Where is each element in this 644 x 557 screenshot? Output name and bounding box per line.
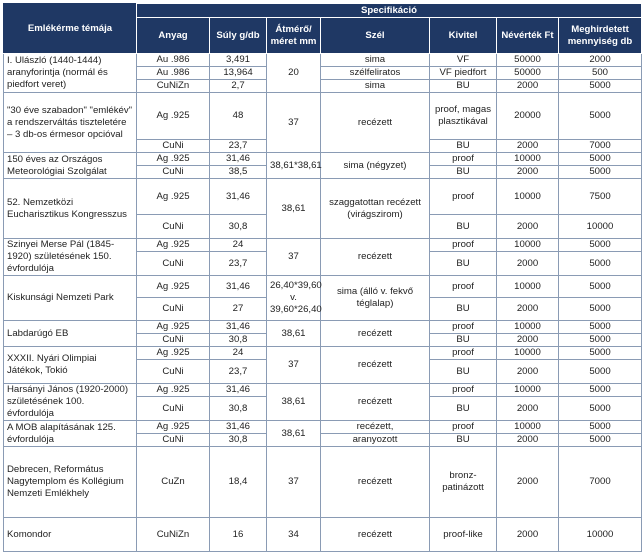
quantity-cell: 500 [559,67,642,80]
material-cell: CuNi [137,215,210,239]
finish-cell: BU [430,397,497,421]
face-value-cell: 2000 [497,518,559,552]
finish-cell: proof [430,384,497,397]
material-cell: Ag .925 [137,384,210,397]
edge-cell: sima (négyzet) [321,153,430,179]
material-cell: Ag .925 [137,93,210,140]
coin-topic: Harsányi János (1920-2000) születésének 100. évfordulója [4,384,137,421]
face-value-cell: 2000 [497,298,559,321]
weight-cell: 31,46 [210,321,267,334]
weight-header: Súly g/db [210,18,267,54]
finish-cell: proof [430,321,497,334]
finish-cell: proof [430,153,497,166]
diameter-cell: 37 [267,347,321,384]
quantity-cell: 5000 [559,434,642,447]
material-cell: CuNi [137,397,210,421]
edge-cell: recézett [321,93,430,153]
material-cell: Ag .925 [137,321,210,334]
material-cell: CuNi [137,166,210,179]
weight-cell: 24 [210,347,267,360]
diameter-cell: 38,61*38,61 [267,153,321,179]
table-row [4,447,642,518]
weight-cell: 23,7 [210,252,267,276]
finish-cell: proof [430,347,497,360]
weight-cell: 48 [210,93,267,140]
face-value-cell: 10000 [497,421,559,434]
table-row [4,518,642,552]
table-row [4,54,642,67]
finish-cell: VF [430,54,497,67]
table-row [4,347,642,360]
face-value-cell: 10000 [497,179,559,215]
edge-cell: recézett [321,384,430,421]
weight-cell: 38,5 [210,166,267,179]
face-value-cell: 20000 [497,93,559,140]
diameter-cell: 26,40*39,60 v. 39,60*26,40 [267,276,321,321]
table-header [4,4,642,54]
material-cell: CuNi [137,140,210,153]
coin-topic: 52. Nemzetközi Eucharisztikus Kongresszus [4,179,137,239]
edge-cell: sima [321,54,430,67]
weight-cell: 31,46 [210,276,267,298]
weight-cell: 18,4 [210,447,267,518]
face-value-cell: 2000 [497,334,559,347]
diameter-cell: 37 [267,447,321,518]
material-header: Anyag [137,18,210,54]
quantity-cell: 5000 [559,397,642,421]
weight-cell: 3,491 [210,54,267,67]
quantity-cell: 10000 [559,518,642,552]
finish-cell: BU [430,434,497,447]
finish-cell: BU [430,252,497,276]
coin-topic: A MOB alapításának 125. évfordulója [4,421,137,447]
finish-cell: proof [430,179,497,215]
quantity-cell: 5000 [559,252,642,276]
edge-cell: szaggatottan recézett (virágszirom) [321,179,430,239]
quantity-cell: 5000 [559,80,642,93]
diameter-cell: 37 [267,239,321,276]
edge-cell: szélfeliratos [321,67,430,80]
face-value-cell: 2000 [497,215,559,239]
finish-cell: BU [430,166,497,179]
face-value-cell: 2000 [497,252,559,276]
table-row [4,93,642,140]
weight-cell: 13,964 [210,67,267,80]
weight-cell: 30,8 [210,215,267,239]
material-cell: CuNiZn [137,80,210,93]
material-cell: CuNi [137,252,210,276]
weight-cell: 23,7 [210,140,267,153]
face-value-cell: 10000 [497,321,559,334]
face-value-cell: 2000 [497,447,559,518]
weight-cell: 27 [210,298,267,321]
edge-cell: recézett, [321,421,430,434]
finish-cell: BU [430,215,497,239]
material-cell: CuNi [137,298,210,321]
material-cell: Ag .925 [137,347,210,360]
table-row [4,239,642,252]
coin-topic: I. Ulászló (1440-1444) aranyforintja (normál és piedfort veret) [4,54,137,93]
table-row [4,421,642,434]
face-value-cell: 50000 [497,67,559,80]
quantity-cell: 5000 [559,334,642,347]
edge-cell: recézett [321,518,430,552]
table-row [4,321,642,334]
edge-cell: sima (álló v. fekvő téglalap) [321,276,430,321]
coin-topic: Debrecen, Református Nagytemplom és Kollégium Nemzeti Emlékhely [4,447,137,518]
diameter-cell: 34 [267,518,321,552]
edge-cell: recézett [321,347,430,384]
finish-cell: proof [430,421,497,434]
coin-topic: XXXII. Nyári Olimpiai Játékok, Tokió [4,347,137,384]
quantity-cell: 5000 [559,360,642,384]
finish-cell: BU [430,334,497,347]
finish-cell: BU [430,360,497,384]
material-cell: Ag .925 [137,239,210,252]
coin-topic: Kiskunsági Nemzeti Park [4,276,137,321]
quantity-cell: 5000 [559,384,642,397]
face-value-cell: 2000 [497,434,559,447]
edge-cell: sima [321,80,430,93]
diameter-cell: 38,61 [267,179,321,239]
edge-cell: aranyozott [321,434,430,447]
material-cell: Ag .925 [137,276,210,298]
edge-header: Szél [321,18,430,54]
diameter-header: Átmérő/ méret mm [267,18,321,54]
table-row [4,153,642,166]
face-value-cell: 10000 [497,384,559,397]
weight-cell: 31,46 [210,153,267,166]
finish-cell: proof [430,276,497,298]
edge-cell: recézett [321,239,430,276]
weight-cell: 31,46 [210,179,267,215]
edge-cell: recézett [321,447,430,518]
face-value-cell: 2000 [497,166,559,179]
quantity-cell: 5000 [559,421,642,434]
table-body [4,54,642,552]
face-value-cell: 10000 [497,153,559,166]
finish-cell: bronz-patinázott [430,447,497,518]
face-value-cell: 10000 [497,276,559,298]
face-value-cell: 50000 [497,54,559,67]
coin-topic: "30 éve szabadon" "emlékév" a rendszerváltás tiszteletére – 3 db-os érmesor opcióval [4,93,137,153]
quantity-cell: 7000 [559,447,642,518]
face-value-cell: 2000 [497,80,559,93]
quantity-cell: 5000 [559,93,642,140]
diameter-cell: 38,61 [267,321,321,347]
weight-cell: 2,7 [210,80,267,93]
spec-group-header: Specifikáció [137,4,642,18]
material-cell: CuZn [137,447,210,518]
table-row [4,384,642,397]
quantity-cell: 5000 [559,153,642,166]
coin-topic: Komondor [4,518,137,552]
weight-cell: 30,8 [210,434,267,447]
material-cell: CuNi [137,434,210,447]
material-cell: CuNi [137,360,210,384]
face-value-cell: 10000 [497,347,559,360]
material-cell: Au .986 [137,67,210,80]
weight-cell: 31,46 [210,421,267,434]
quantity-cell: 2000 [559,54,642,67]
weight-cell: 24 [210,239,267,252]
quantity-cell: 5000 [559,298,642,321]
table-row [4,179,642,215]
diameter-cell: 37 [267,93,321,153]
quantity-cell: 5000 [559,276,642,298]
diameter-cell: 38,61 [267,421,321,447]
face-value-header: Névérték Ft [497,18,559,54]
weight-cell: 30,8 [210,397,267,421]
coin-topic: Szinyei Merse Pál (1845-1920) születésének 150. évfordulója [4,239,137,276]
face-value-cell: 2000 [497,140,559,153]
weight-cell: 30,8 [210,334,267,347]
quantity-cell: 5000 [559,239,642,252]
table-row [4,276,642,298]
face-value-cell: 2000 [497,360,559,384]
quantity-cell: 5000 [559,166,642,179]
coin-topic: Labdarúgó EB [4,321,137,347]
edge-cell: recézett [321,321,430,347]
coin-spec-table [3,3,642,552]
coin-topic: 150 éves az Országos Meteorológiai Szolgálat [4,153,137,179]
finish-cell: BU [430,80,497,93]
quantity-cell: 5000 [559,347,642,360]
weight-cell: 31,46 [210,384,267,397]
finish-cell: BU [430,298,497,321]
finish-cell: proof, magas plasztikával [430,93,497,140]
diameter-cell: 20 [267,54,321,93]
finish-cell: proof-like [430,518,497,552]
topic-header: Emlékérme témája [4,4,137,54]
quantity-cell: 7500 [559,179,642,215]
material-cell: CuNi [137,334,210,347]
diameter-cell: 38,61 [267,384,321,421]
finish-cell: proof [430,239,497,252]
quantity-cell: 7000 [559,140,642,153]
finish-cell: BU [430,140,497,153]
face-value-cell: 10000 [497,239,559,252]
quantity-header: Meghirdetett mennyiség db [559,18,642,54]
finish-cell: VF piedfort [430,67,497,80]
material-cell: Au .986 [137,54,210,67]
face-value-cell: 2000 [497,397,559,421]
finish-header: Kivitel [430,18,497,54]
weight-cell: 23,7 [210,360,267,384]
quantity-cell: 5000 [559,321,642,334]
quantity-cell: 10000 [559,215,642,239]
material-cell: CuNiZn [137,518,210,552]
material-cell: Ag .925 [137,153,210,166]
material-cell: Ag .925 [137,421,210,434]
weight-cell: 16 [210,518,267,552]
material-cell: Ag .925 [137,179,210,215]
